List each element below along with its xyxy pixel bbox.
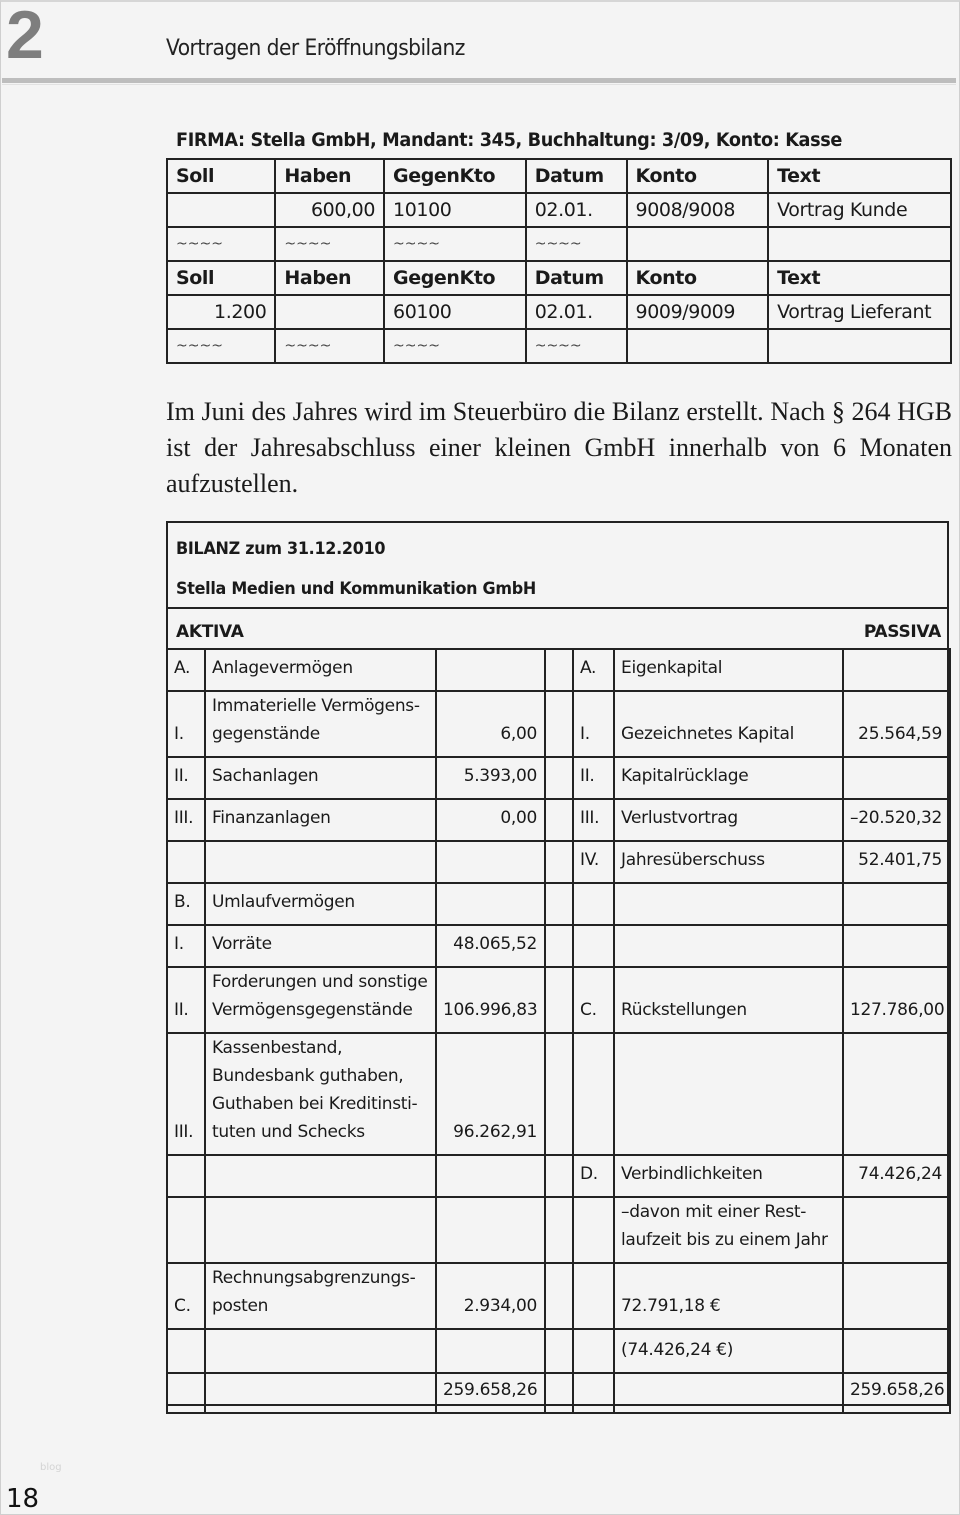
cell-text: Vortrag Kunde — [768, 193, 951, 227]
balance-row — [167, 757, 950, 799]
aktiva-index: A. — [167, 649, 205, 691]
passiva-index: III. — [573, 799, 614, 841]
passiva-value — [843, 757, 950, 799]
aktiva-value: 48.065,52 — [436, 925, 545, 967]
cell-datum: 02.01. — [526, 295, 627, 329]
balance-row — [167, 649, 950, 691]
journal-header-row — [167, 261, 951, 295]
journal-tilde-row — [167, 227, 951, 261]
cell-soll: 1.200 — [167, 295, 275, 329]
cell-konto: 9009/9009 — [627, 295, 769, 329]
col-header-haben: Haben — [275, 261, 384, 295]
passiva-value: 25.564,59 — [843, 691, 950, 757]
body-paragraph: Im Juni des Jahres wird im Steuerbüro die Bilanz erstellt. Nach § 264 HGB ist der Jahresabschluss einer kleinen GmbH innerhalb von 6 Monaten aufzustellen. — [166, 397, 952, 498]
cell-gegenkto: 10100 — [384, 193, 526, 227]
aktiva-label-cell: Sachanlagen — [205, 757, 436, 799]
col-header-text: Text — [768, 261, 951, 295]
aktiva-value — [436, 1197, 545, 1263]
journal-row — [167, 193, 951, 227]
header-divider — [2, 78, 956, 83]
passiva-index: I. — [573, 691, 614, 757]
tilde-cell: ~~~~ — [167, 227, 275, 261]
aktiva-label-cell — [205, 1329, 436, 1373]
passiva-label-cell: (74.426,24 €) — [614, 1329, 843, 1373]
tilde-cell — [627, 329, 769, 363]
balance-row — [167, 799, 950, 841]
aktiva-value — [436, 883, 545, 925]
spacer-cell — [545, 1155, 573, 1197]
passiva-value — [843, 925, 950, 967]
passiva-label-cell — [614, 1373, 843, 1413]
passiva-label-cell: –davon mit einer Rest- laufzeit bis zu einem Jahr — [614, 1197, 843, 1263]
col-header-gegenkto: GegenKto — [384, 261, 526, 295]
passiva-value: –20.520,32 — [843, 799, 950, 841]
passiva-value: 52.401,75 — [843, 841, 950, 883]
aktiva-label-cell: Umlaufvermögen — [205, 883, 436, 925]
aktiva-index: II. — [167, 757, 205, 799]
aktiva-value: 5.393,00 — [436, 757, 545, 799]
aktiva-index: III. — [167, 799, 205, 841]
aktiva-label-cell: Immaterielle Vermögens- gegenstände — [205, 691, 436, 757]
bilanz-box — [166, 521, 949, 1406]
aktiva-value: 96.262,91 — [436, 1033, 545, 1155]
passiva-label: PASSIVA — [863, 622, 941, 642]
spacer-cell — [545, 1263, 573, 1329]
passiva-value — [843, 1329, 950, 1373]
spacer-cell — [545, 799, 573, 841]
passiva-index: II. — [573, 757, 614, 799]
passiva-value — [843, 1033, 950, 1155]
aktiva-label-cell: Finanzanlagen — [205, 799, 436, 841]
chapter-title: Vortragen der Eröffnungsbilanz — [166, 36, 465, 61]
col-header-soll: Soll — [167, 159, 275, 193]
tilde-cell: ~~~~ — [384, 329, 526, 363]
chapter-number: 2 — [6, 0, 42, 73]
col-header-datum: Datum — [526, 159, 627, 193]
balance-row — [167, 1033, 950, 1155]
balance-row — [167, 1329, 950, 1373]
journal-firma-line: FIRMA: Stella GmbH, Mandant: 345, Buchhaltung: 3/09, Konto: Kasse — [176, 129, 842, 151]
passiva-value: 259.658,26 — [843, 1373, 950, 1413]
cell-text: Vortrag Lieferant — [768, 295, 951, 329]
journal-row — [167, 295, 951, 329]
cell-gegenkto: 60100 — [384, 295, 526, 329]
passiva-label-cell — [614, 925, 843, 967]
aktiva-label: AKTIVA — [176, 622, 244, 642]
passiva-index — [573, 1197, 614, 1263]
aktiva-index: II. — [167, 967, 205, 1033]
aktiva-index — [167, 1197, 205, 1263]
tilde-cell: ~~~~ — [526, 227, 627, 261]
aktiva-index — [167, 1329, 205, 1373]
spacer-cell — [545, 841, 573, 883]
balance-row — [167, 691, 950, 757]
col-header-datum: Datum — [526, 261, 627, 295]
tilde-cell: ~~~~ — [384, 227, 526, 261]
passiva-index — [573, 1329, 614, 1373]
spacer-cell — [545, 925, 573, 967]
aktiva-value — [436, 1155, 545, 1197]
spacer-cell — [545, 649, 573, 691]
balance-row — [167, 1373, 950, 1413]
cell-haben: 600,00 — [275, 193, 384, 227]
passiva-value — [843, 1197, 950, 1263]
balance-row — [167, 1197, 950, 1263]
spacer-cell — [545, 1197, 573, 1263]
aktiva-label-cell — [205, 1197, 436, 1263]
balance-table — [166, 648, 951, 1414]
passiva-label-cell — [614, 883, 843, 925]
spacer-cell — [545, 691, 573, 757]
passiva-label-cell: 72.791,18 € — [614, 1263, 843, 1329]
aktiva-label-cell: Rechnungsabgrenzungs- posten — [205, 1263, 436, 1329]
aktiva-label-cell: Forderungen und sonstige Vermögensgegenstände — [205, 967, 436, 1033]
aktiva-index — [167, 1373, 205, 1413]
passiva-index — [573, 925, 614, 967]
aktiva-index: I. — [167, 691, 205, 757]
aktiva-label-cell — [205, 841, 436, 883]
aktiva-label-cell: Kassenbestand, Bundesbank guthaben, Guthaben bei Kreditinsti- tuten und Schecks — [205, 1033, 436, 1155]
aktiva-value: 259.658,26 — [436, 1373, 545, 1413]
aktiva-value: 106.996,83 — [436, 967, 545, 1033]
journal-header-row — [167, 159, 951, 193]
bilanz-title: BILANZ zum 31.12.2010 — [176, 539, 386, 559]
balance-row — [167, 925, 950, 967]
aktiva-value — [436, 841, 545, 883]
passiva-index: A. — [573, 649, 614, 691]
aktiva-index: I. — [167, 925, 205, 967]
passiva-value — [843, 883, 950, 925]
spacer-cell — [545, 967, 573, 1033]
spacer-cell — [545, 883, 573, 925]
tilde-cell — [627, 227, 769, 261]
passiva-value — [843, 1263, 950, 1329]
passiva-index: IV. — [573, 841, 614, 883]
passiva-value: 74.426,24 — [843, 1155, 950, 1197]
tilde-cell: ~~~~ — [167, 329, 275, 363]
passiva-label-cell — [614, 1033, 843, 1155]
passiva-value: 127.786,00 — [843, 967, 950, 1033]
aktiva-value: 0,00 — [436, 799, 545, 841]
passiva-index — [573, 1033, 614, 1155]
tilde-cell — [768, 227, 951, 261]
cell-konto: 9008/9008 — [627, 193, 769, 227]
col-header-gegenkto: GegenKto — [384, 159, 526, 193]
aktiva-index: B. — [167, 883, 205, 925]
spacer-cell — [545, 1033, 573, 1155]
aktiva-index — [167, 841, 205, 883]
aktiva-value — [436, 1329, 545, 1373]
passiva-label-cell: Gezeichnetes Kapital — [614, 691, 843, 757]
tilde-cell: ~~~~ — [526, 329, 627, 363]
page-number: 18 — [6, 1484, 40, 1514]
passiva-index — [573, 1263, 614, 1329]
journal-tilde-row — [167, 329, 951, 363]
passiva-index: D. — [573, 1155, 614, 1197]
cell-haben — [275, 295, 384, 329]
aktiva-value: 6,00 — [436, 691, 545, 757]
col-header-haben: Haben — [275, 159, 384, 193]
balance-row — [167, 967, 950, 1033]
spacer-cell — [545, 1373, 573, 1413]
bilanz-company: Stella Medien und Kommunikation GmbH — [176, 579, 536, 599]
aktiva-index: III. — [167, 1033, 205, 1155]
col-header-konto: Konto — [627, 261, 769, 295]
col-header-text: Text — [768, 159, 951, 193]
tilde-cell: ~~~~ — [275, 329, 384, 363]
passiva-label-cell: Verbindlichkeiten — [614, 1155, 843, 1197]
tilde-cell — [768, 329, 951, 363]
aktiva-value — [436, 649, 545, 691]
tilde-cell: ~~~~ — [275, 227, 384, 261]
aktiva-label-cell: Anlagevermögen — [205, 649, 436, 691]
spacer-cell — [545, 1329, 573, 1373]
journal-table — [166, 158, 952, 364]
passiva-label-cell: Kapitalrücklage — [614, 757, 843, 799]
aktiva-label-cell — [205, 1373, 436, 1413]
watermark: blog — [40, 1462, 62, 1473]
aktiva-label-cell — [205, 1155, 436, 1197]
balance-row — [167, 841, 950, 883]
passiva-value — [843, 649, 950, 691]
passiva-label-cell: Verlustvortrag — [614, 799, 843, 841]
aktiva-value: 2.934,00 — [436, 1263, 545, 1329]
col-header-konto: Konto — [627, 159, 769, 193]
balance-row — [167, 883, 950, 925]
passiva-index — [573, 883, 614, 925]
spacer-cell — [545, 757, 573, 799]
passiva-label-cell: Jahresüberschuss — [614, 841, 843, 883]
cell-soll — [167, 193, 275, 227]
cell-datum: 02.01. — [526, 193, 627, 227]
balance-row — [167, 1263, 950, 1329]
aktiva-index: C. — [167, 1263, 205, 1329]
aktiva-index — [167, 1155, 205, 1197]
col-header-soll: Soll — [167, 261, 275, 295]
passiva-label-cell: Rückstellungen — [614, 967, 843, 1033]
aktiva-label-cell: Vorräte — [205, 925, 436, 967]
bilanz-divider — [168, 607, 947, 609]
header-divider-thin — [2, 84, 956, 85]
passiva-index — [573, 1373, 614, 1413]
passiva-label-cell: Eigenkapital — [614, 649, 843, 691]
balance-row — [167, 1155, 950, 1197]
passiva-index: C. — [573, 967, 614, 1033]
